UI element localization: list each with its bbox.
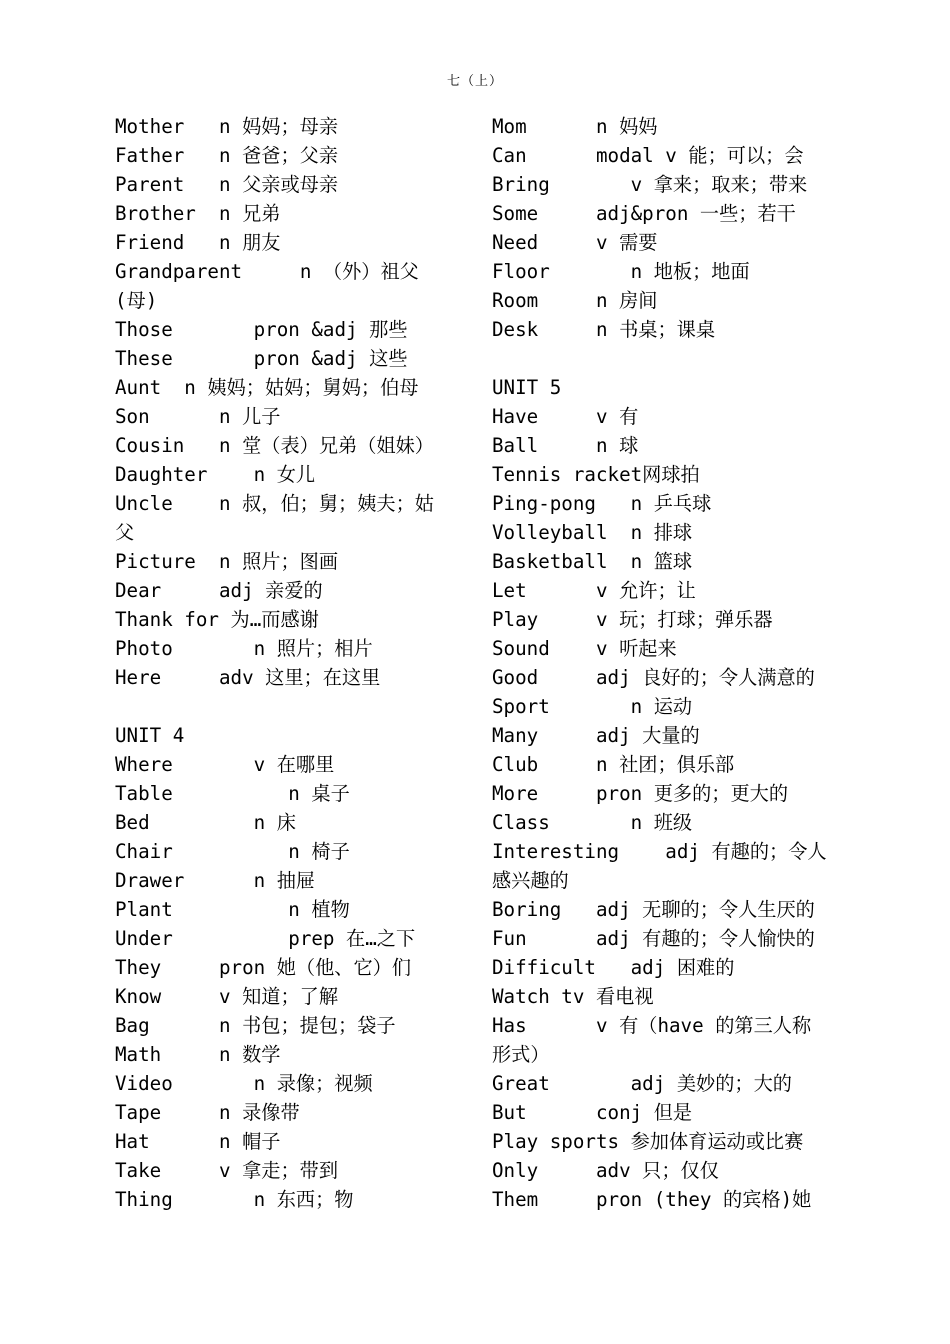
vocab-line: Volleyball n 排球 (492, 521, 693, 544)
vocab-line: Great adj 美妙的；大的 (492, 1072, 792, 1095)
vocab-line: Aunt n 姨妈；姑妈；舅妈；伯母 (115, 376, 419, 399)
vocab-line: Play sports 参加体育运动或比赛 (492, 1130, 804, 1153)
vocab-line: Room n 房间 (492, 289, 658, 312)
vocab-line: Under prep 在…之下 (115, 927, 416, 950)
vocab-line: Floor n 地板；地面 (492, 260, 750, 283)
vocab-line: Basketball n 篮球 (492, 550, 693, 573)
vocab-line: But conj 但是 (492, 1101, 693, 1124)
vocab-line: Play v 玩；打球；弹乐器 (492, 608, 773, 631)
vocab-line: Has v 有（have 的第三人称 (492, 1014, 812, 1037)
vocab-line: 形式） (492, 1043, 550, 1066)
vocab-line: Mom n 妈妈 (492, 115, 658, 138)
vocab-line: Ball n 球 (492, 434, 639, 457)
vocab-line: They pron 她（他、它）们 (115, 956, 412, 979)
vocab-line: Table n 桌子 (115, 782, 350, 805)
vocab-line: Chair n 椅子 (115, 840, 350, 863)
vocab-line: Some adj&pron 一些；若干 (492, 202, 796, 225)
vocab-line: Sound v 听起来 (492, 637, 677, 660)
unit-heading: UNIT 4 (115, 724, 185, 747)
blank-line (115, 692, 465, 721)
vocab-line: Thank for 为…而感谢 (115, 608, 319, 631)
unit-heading: UNIT 5 (492, 376, 562, 399)
vocab-line: Video n 录像；视频 (115, 1072, 373, 1095)
vocab-line: Good adj 良好的；令人满意的 (492, 666, 815, 689)
vocab-line: More pron 更多的；更大的 (492, 782, 789, 805)
vocab-line: Know v 知道；了解 (115, 985, 339, 1008)
vocab-line: Them pron (they 的宾格)她 (492, 1188, 812, 1211)
vocab-line: Drawer n 抽屉 (115, 869, 316, 892)
vocab-line: Bag n 书包；提包；袋子 (115, 1014, 396, 1037)
vocab-line: Where v 在哪里 (115, 753, 335, 776)
vocab-line: Uncle n 叔，伯；舅；姨夫；姑 (115, 492, 434, 515)
vocab-line: Desk n 书桌；课桌 (492, 318, 716, 341)
vocab-line: 感兴趣的 (492, 869, 569, 892)
vocab-line: Boring adj 无聊的；令人生厌的 (492, 898, 815, 921)
vocab-line: Brother n 兄弟 (115, 202, 281, 225)
vocab-line: Photo n 照片；相片 (115, 637, 373, 660)
vocab-line: Here adv 这里；在这里 (115, 666, 381, 689)
vocab-line: Son n 儿子 (115, 405, 281, 428)
vocab-line: Mother n 妈妈；母亲 (115, 115, 339, 138)
vocab-line: Tennis racket网球拍 (492, 463, 700, 486)
vocab-line: Fun adj 有趣的；令人愉快的 (492, 927, 815, 950)
blank-line (492, 344, 842, 373)
vocab-line: Picture n 照片；图画 (115, 550, 339, 573)
vocab-line: Bed n 床 (115, 811, 296, 834)
vocab-line: Class n 班级 (492, 811, 693, 834)
vocab-line: Thing n 东西；物 (115, 1188, 354, 1211)
vocab-line: Have v 有 (492, 405, 639, 428)
vocab-line: Tape n 录像带 (115, 1101, 300, 1124)
vocab-line: Club n 社团；俱乐部 (492, 753, 735, 776)
vocab-line: Difficult adj 困难的 (492, 956, 735, 979)
vocab-line: These pron &adj 这些 (115, 347, 408, 370)
vocab-line: Father n 爸爸；父亲 (115, 144, 339, 167)
vocab-line: Hat n 帽子 (115, 1130, 281, 1153)
vocab-line: Ping-pong n 乒乓球 (492, 492, 712, 515)
vocab-line: Bring v 拿来；取来；带来 (492, 173, 808, 196)
vocab-line: Let v 允许；让 (492, 579, 696, 602)
vocab-line: Sport n 运动 (492, 695, 693, 718)
vocab-line: Interesting adj 有趣的；令人 (492, 840, 827, 863)
vocab-line: Watch tv 看电视 (492, 985, 654, 1008)
left-column (115, 112, 465, 1214)
vocab-line: Need v 需要 (492, 231, 658, 254)
vocab-line: Those pron &adj 那些 (115, 318, 408, 341)
vocab-line: Take v 拿走；带到 (115, 1159, 339, 1182)
right-column (492, 112, 842, 1214)
vocab-line: Can modal v 能；可以；会 (492, 144, 804, 167)
vocab-line: (母) (115, 289, 158, 312)
vocab-line: Cousin n 堂（表）兄弟（姐妹） (115, 434, 434, 457)
vocab-line: Grandparent n （外）祖父 (115, 260, 419, 283)
vocab-line: Friend n 朋友 (115, 231, 281, 254)
vocab-line: Plant n 植物 (115, 898, 350, 921)
vocab-line: Many adj 大量的 (492, 724, 700, 747)
vocab-line: Daughter n 女儿 (115, 463, 316, 486)
vocab-line: Parent n 父亲或母亲 (115, 173, 339, 196)
vocab-line: Dear adj 亲爱的 (115, 579, 323, 602)
vocab-line: 父 (115, 521, 135, 544)
vocab-line: Math n 数学 (115, 1043, 281, 1066)
vocab-line: Only adv 只；仅仅 (492, 1159, 719, 1182)
page-header: 七（上） (446, 74, 503, 89)
